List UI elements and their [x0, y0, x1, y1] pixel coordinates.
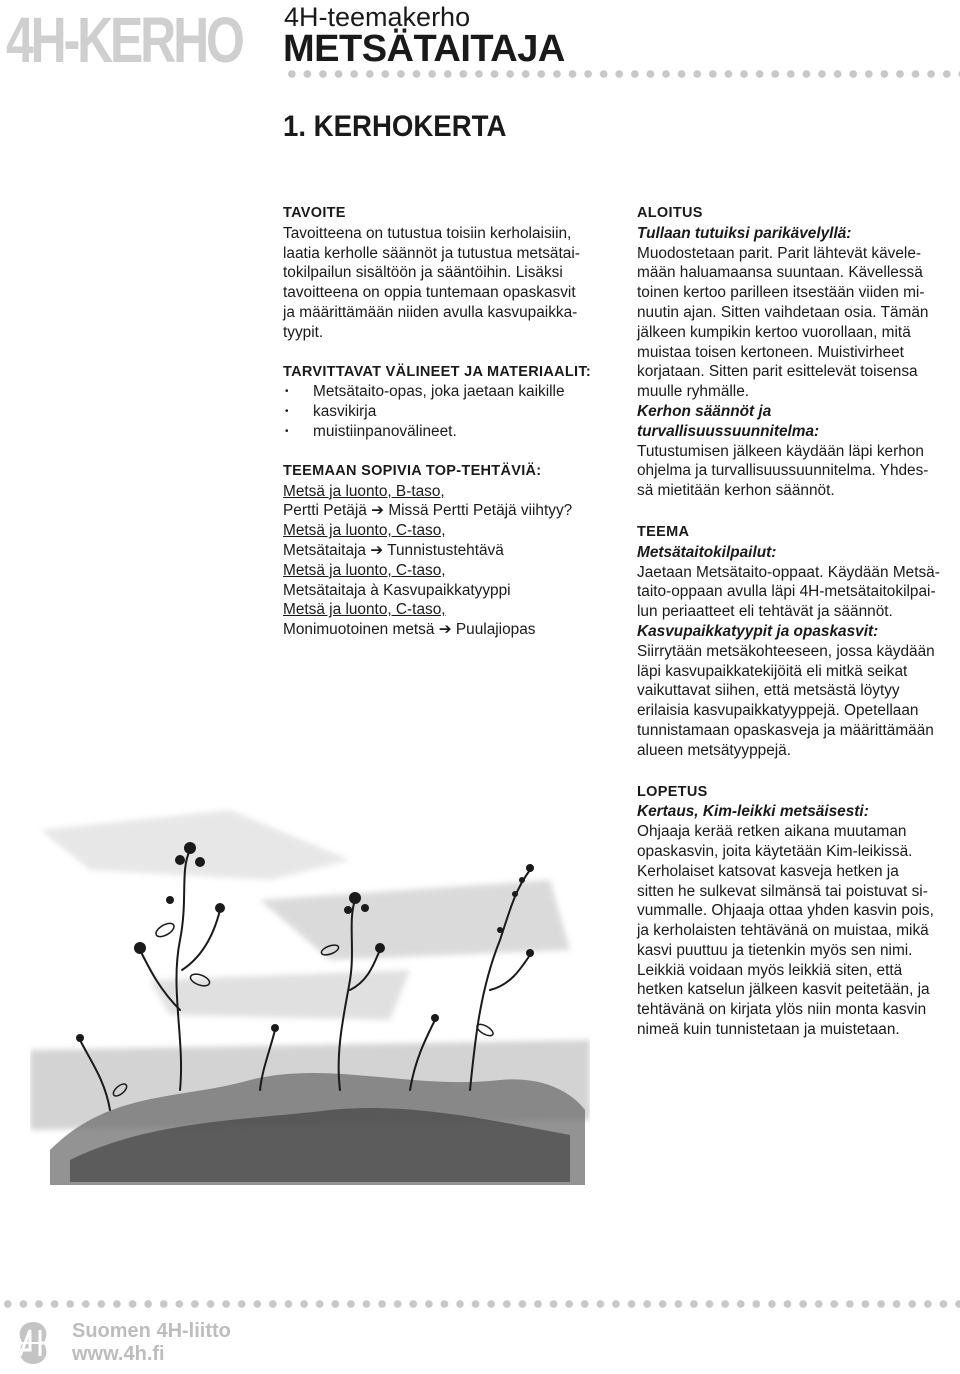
body-line: muulle ryhmälle. — [637, 383, 750, 401]
body-line: korjataan. Sitten parit esittelevät toisensa — [637, 363, 918, 381]
lopetus-heading: LOPETUS — [637, 783, 708, 800]
body-line: lun periaatteet eli tehtävät ja säännöt. — [637, 603, 893, 621]
body-line: Siirrytään metsäkohteeseen, jossa käydään — [637, 642, 935, 660]
top-task-target: Missä Pertti Petäjä viihtyy? — [388, 502, 573, 520]
body-line: opaskasvin, joita käytetään Kim-leikissä. — [637, 842, 913, 860]
habitat-subheading: Kasvupaikkatyypit ja opaskasvit: — [637, 622, 879, 640]
habitat-paragraph — [637, 642, 957, 761]
lopetus-subheading: Kertaus, Kim-leikki metsäisesti: — [637, 803, 869, 821]
body-line: nuutin ajan. Sitten vaihdetaan osia. Tämän — [637, 303, 929, 321]
body-line: kasvi puuttuu ja tietenkin myös sen nimi. — [637, 941, 913, 959]
teema-heading: TEEMA — [637, 523, 690, 540]
body-line: Jaetaan Metsätaito-oppaat. Käydään Metsä- — [637, 563, 940, 581]
header-dotted-rule — [284, 70, 960, 78]
tavoite-line: tokilpailun sisältöön ja sääntöihin. Lisäksi — [283, 264, 563, 282]
top-task — [283, 561, 613, 601]
top-task-level: Metsä ja luonto, B-taso, — [283, 482, 445, 500]
footer-organization — [72, 1320, 231, 1366]
lopetus-paragraph — [637, 822, 957, 1040]
body-line: vaikuttavat siihen, että metsästä löytyy — [637, 682, 900, 700]
tavoite-paragraph — [283, 224, 613, 343]
body-line: hetken katselun jälkeen kasvit peitetään, ja — [637, 981, 930, 999]
top-task-level: Metsä ja luonto, C-taso, — [283, 522, 446, 540]
arrow-glyph: à — [370, 581, 379, 599]
top-task-name: Pertti Petäjä — [283, 502, 367, 520]
teema-paragraph — [637, 563, 957, 622]
body-line: jälkeen kumpikin kertoo vuorollaan, mitä — [637, 323, 911, 341]
body-line: Kerholaiset katsovat kasveja hetken ja — [637, 862, 899, 880]
body-line: ohjelma ja turvallisuussuunnitelma. Yhdes- — [637, 462, 929, 480]
kicker-text: 4H-teemakerho — [284, 2, 471, 32]
materials-heading: TARVITTAVAT VÄLINEET JA MATERIAALIT: — [283, 363, 592, 380]
materials-list — [283, 382, 613, 441]
body-line: erilaisia kasvupaikkatyyppejä. Opetellaan — [637, 702, 919, 720]
top-task-level: Metsä ja luonto, C-taso, — [283, 561, 446, 579]
body-line: tehtävänä on kirjata ylös niin monta kasvin — [637, 1001, 927, 1019]
rules-paragraph — [637, 442, 957, 501]
right-column — [637, 204, 957, 1040]
top-task-name: Metsätaitaja — [283, 541, 366, 559]
tavoite-line: Tavoitteena on tutustua toisiin kerholaisiin, — [283, 224, 572, 242]
teema-subheading: Metsätaitokilpailut: — [637, 543, 777, 561]
arrow-right-icon: ➔ — [371, 502, 385, 520]
top-task-target: Tunnistustehtävä — [387, 541, 504, 559]
materials-item: • muistiinpanovälineet. — [283, 422, 613, 442]
body-line: ja kerholaisten tehtävänä on muistaa, mikä — [637, 922, 929, 940]
body-line: Ohjaaja kerää retken aikana muutaman — [637, 823, 907, 841]
body-line: taito-oppaan avulla läpi 4H-metsätaitokilpai- — [637, 583, 936, 601]
session-heading: 1. KERHOKERTA — [283, 110, 507, 143]
body-line: alueen metsätyyppejä. — [637, 741, 792, 759]
body-line: sitten he sulkevat silmänsä tai poistuvat si- — [637, 882, 928, 900]
page-title: METSÄTAITAJA — [283, 28, 565, 70]
4h-clover-logo — [4, 1318, 62, 1368]
rules-subheading: Kerhon säännöt ja turvallisuussuunnitelma: — [637, 402, 820, 440]
tavoite-line: tyypit. — [283, 323, 324, 341]
footer-dotted-rule — [0, 1300, 960, 1308]
top-task-level: Metsä ja luonto, C-taso, — [283, 601, 446, 619]
top-task — [283, 482, 613, 522]
body-line: sä mietitään kerhon säännöt. — [637, 482, 835, 500]
body-line: toinen kertoo parilleen itsestään viiden mi- — [637, 284, 925, 302]
arrow-right-icon: ➔ — [438, 621, 452, 639]
tavoite-heading: TAVOITE — [283, 205, 346, 221]
top-task — [283, 521, 613, 561]
body-line: vummalle. Ohjaaja ottaa yhden kasvin pois, — [637, 902, 934, 920]
tavoite-line: ja määrittämään niiden avulla kasvupaikka- — [283, 303, 578, 321]
left-column — [283, 204, 613, 640]
top-task — [283, 600, 613, 640]
tavoite-line: tavoitteena on oppia tuntemaan opaskasvit — [283, 284, 576, 302]
tavoite-line: laatia kerholle säännöt ja tutustua metsätai- — [283, 244, 580, 262]
body-line: Tutustumisen jälkeen käydään läpi kerhon — [637, 442, 924, 460]
body-line: nimeä kuin tunnistetaan ja muistetaan. — [637, 1021, 900, 1039]
top-task-target: Puulajiopas — [455, 621, 536, 639]
org-name: Suomen 4H-liitto — [72, 1320, 231, 1342]
body-line: mään haluamaansa suuntaan. Kävellessä — [637, 264, 923, 282]
materials-item: • kasvikirja — [283, 402, 613, 422]
arrow-right-icon: ➔ — [370, 541, 384, 559]
top-task-target: Kasvupaikkatyyppi — [383, 581, 511, 599]
body-line: läpi kasvupaikkatekijöitä eli mitkä seikat — [637, 662, 908, 680]
org-url-link[interactable]: www.4h.fi — [72, 1343, 165, 1365]
aloitus-subheading: Tullaan tutuiksi parikävelyllä: — [637, 224, 852, 242]
forest-plants-illustration — [30, 790, 590, 1190]
top-task-name: Metsätaitaja — [283, 581, 366, 599]
top-task-name: Monimuotoinen metsä — [283, 621, 435, 639]
top-tasks-heading: TEEMAAN SOPIVIA TOP-TEHTÄVIÄ: — [283, 462, 542, 479]
aloitus-paragraph — [637, 244, 957, 402]
aloitus-heading: ALOITUS — [637, 205, 703, 221]
body-line: muistaa toisen kertoneen. Muistivirheet — [637, 343, 904, 361]
body-line: tunnistamaan opaskasveja ja määrittämään — [637, 721, 934, 739]
body-line: Muodostetaan parit. Parit lähtevät kävele- — [637, 244, 922, 262]
materials-item: • Metsätaito-opas, joka jaetaan kaikille — [283, 382, 613, 402]
body-line: Leikkiä voidaan myös leikkiä siten, että — [637, 961, 903, 979]
brand-wordmark: 4H-KERHO — [6, 4, 242, 76]
